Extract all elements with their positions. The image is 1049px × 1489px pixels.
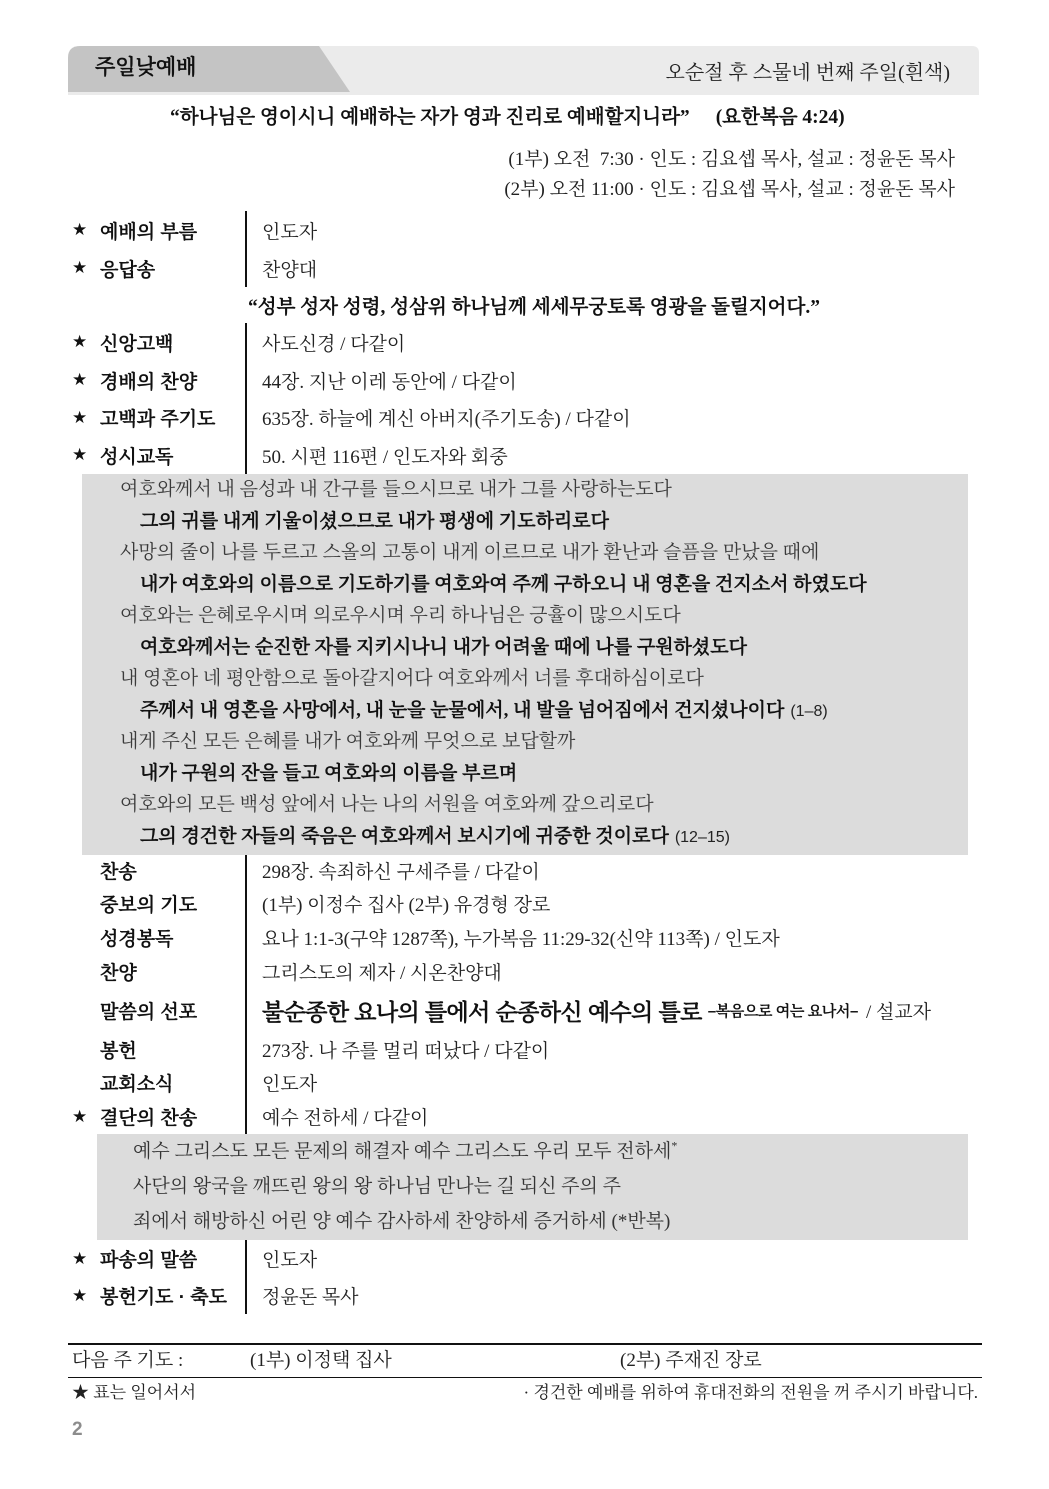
order-item-label-text: 성시교독 [100,446,174,468]
reading-leader-line: 여호와는 은혜로우시며 의로우시며 우리 하나님은 긍휼이 많으시도다 [120,605,681,626]
page-number: 2 [72,1419,83,1440]
standing-note: ★ 표는 일어서서 [72,1383,197,1402]
phone-notice: · 경건한 예배를 위하여 휴대전화의 전원을 꺼 주시기 바랍니다. [523,1383,978,1402]
order-item-sermon [68,988,982,1032]
service-times [504,145,955,205]
sermon-subtitle: –복음으로 여는 요나서– [707,1002,858,1020]
next-week-prayer-first: (1부) 이정택 집사 [250,1350,392,1371]
footer-notes [68,1378,982,1408]
order-item-decision-hymn [68,1099,982,1134]
next-week-prayer-second: (2부) 주재진 장로 [620,1350,762,1371]
reading-leader-line: 사망의 줄이 나를 두르고 스올의 고통이 내게 이르므로 내가 환난과 슬픔을 만났을 때에 [120,542,820,563]
reading-congregation-line [82,821,968,853]
service-title: 주일낮예배 [95,56,197,79]
reading-leader-line: 여호와께서 내 음성과 내 간구를 들으시므로 내가 그를 사랑하는도다 [120,479,672,500]
footer [68,1343,982,1408]
order-item-label-text: 경배의 찬양 [100,371,198,393]
hymn-lyrics-box [97,1134,968,1240]
hymn-lyric-text: 예수 그리스도 모든 문제의 해결자 예수 그리스도 우리 모두 전하세 [133,1141,672,1162]
responsive-reading-box [82,474,968,855]
sermon-preacher: / 설교자 [865,1001,932,1023]
order-item-label-text: 신앙고백 [100,333,174,355]
reading-congregation-text: 그의 경건한 자들의 죽음은 여호와께서 보시기에 귀중한 것이로다 [140,825,669,847]
theme-verse-reference: (요한복음 4:24) [715,107,845,128]
standing-star-icon: ★ [72,1106,88,1127]
order-item-content: 정윤돈 목사 [245,1277,982,1314]
order-item-label [68,1240,245,1277]
order-item-label [68,249,245,287]
standing-star-icon: ★ [72,1248,88,1269]
order-item-hymn [68,855,982,886]
next-week-prayer [68,1345,982,1378]
reading-congregation-line: 그의 귀를 내게 기울이셨으므로 내가 평생에 기도하리로다 [140,510,609,532]
next-week-prayer-label: 다음 주 기도 : [72,1350,184,1371]
reading-congregation-line [82,695,968,727]
order-item-label [68,1099,245,1134]
order-item-content: 인도자 [245,1066,982,1099]
order-item-label-text: 파송의 말씀 [100,1250,198,1271]
order-item-response-song [68,249,982,287]
hymn-lyric-line: 죄에서 해방하신 어린 양 예수 감사하세 찬양하세 증거하세 (*반복) [133,1211,671,1232]
order-item-label: 찬송 [100,862,137,883]
order-item-content: 인도자 [245,1240,982,1277]
order-item-label: 찬양 [100,962,137,984]
reading-leader-line: 여호와의 모든 백성 앞에서 나는 나의 서원을 여호와께 갚으리로다 [120,794,654,815]
order-item-label-text: 결단의 찬송 [100,1108,198,1129]
reading-congregation-text: 주께서 내 영혼을 사망에서, 내 눈을 눈물에서, 내 발을 넘어짐에서 건지셨나이다 [140,699,785,721]
service-first: (1부) 오전 7:30 · 인도 : 김요셉 목사, 설교 : 정윤돈 목사 [508,149,955,170]
order-item-confession-lords-prayer [68,399,982,436]
theme-verse [170,105,845,131]
order-item-label-text: 예배의 부름 [100,221,198,243]
order-item-label: 봉헌 [100,1040,137,1062]
order-item-label [68,399,245,436]
order-item-content: 44장. 지난 이레 동안에 / 다같이 [245,361,982,399]
standing-star-icon: ★ [72,332,88,352]
order-item-label: 교회소식 [100,1074,174,1095]
order-item-content: 예수 전하세 / 다같이 [245,1099,982,1134]
standing-star-icon: ★ [72,1285,88,1306]
doxology-text: “성부 성자 성령, 성삼위 하나님께 세세무궁토록 영광을 돌릴지어다.” [248,297,820,318]
order-item-announcements [68,1066,982,1099]
order-item-content: 요나 1:1-3(구약 1287쪽), 누가복음 11:29-32(신약 113쪽) / 인도자 [245,920,982,954]
order-item-call-to-worship [68,211,982,249]
order-item-label: 말씀의 선포 [100,1001,198,1023]
repeat-mark: * [671,1138,678,1153]
sermon-title: 불순종한 요나의 틀에서 순종하신 예수의 틀로 [262,998,702,1025]
reading-leader-line: 내 영혼아 네 평안함으로 돌아갈지어다 여호와께서 너를 후대하심이로다 [120,668,704,689]
order-item-anthem [68,954,982,988]
order-item-content: 인도자 [245,211,982,249]
order-item-offering [68,1032,982,1066]
standing-star-icon: ★ [72,258,88,278]
order-item-label [68,1277,245,1314]
order-item-label: 성경봉독 [100,928,174,950]
order-item-content [245,988,982,1032]
order-item-content: 298장. 속죄하신 구세주를 / 다같이 [245,855,982,886]
order-item-praise [68,361,982,399]
order-item-content: 찬양대 [245,249,982,287]
standing-star-icon: ★ [72,407,88,428]
order-item-label-text: 고백과 주기도 [100,409,216,430]
order-item-creed [68,323,982,361]
reading-congregation-line: 내가 여호와의 이름으로 기도하기를 여호와여 주께 구하오니 내 영혼을 건지소서 하였도다 [140,573,867,595]
order-item-content: 273장. 나 주를 멀리 떠났다 / 다같이 [245,1032,982,1066]
order-item-label-text: 봉헌기도 · 축도 [100,1287,228,1308]
reading-congregation-line: 내가 구원의 잔을 들고 여호와의 이름을 부르며 [140,762,518,784]
reading-verse-reference: (1–8) [790,702,828,720]
order-item-offering-prayer-benediction [68,1277,982,1314]
order-item-content: 그리스도의 제자 / 시온찬양대 [245,954,982,988]
order-item-sending-word [68,1240,982,1277]
standing-star-icon: ★ [72,220,88,240]
order-item-label: 중보의 기도 [100,894,198,916]
service-second: (2부) 오전 11:00 · 인도 : 김요셉 목사, 설교 : 정윤돈 목사 [504,179,955,200]
order-item-label-text: 응답송 [100,259,156,281]
liturgical-sunday: 오순절 후 스물네 번째 주일(흰색) [665,62,950,84]
order-item-content: 635장. 하늘에 계신 아버지(주기도송) / 다같이 [245,399,982,436]
order-item-label [68,211,245,249]
order-item-responsive-reading [68,436,982,474]
order-item-content: 50. 시편 116편 / 인도자와 회중 [245,436,982,474]
order-item-content: 사도신경 / 다같이 [245,323,982,361]
theme-verse-text: “하나님은 영이시니 예배하는 자가 영과 진리로 예배할지니라” [170,107,690,128]
order-item-label [68,436,245,474]
hymn-lyric-line: 사단의 왕국을 깨뜨린 왕의 왕 하나님 만나는 길 되신 주의 주 [133,1176,621,1197]
hymn-lyric-line [97,1134,968,1169]
reading-verse-reference: (12–15) [674,828,730,846]
order-item-label [68,323,245,361]
standing-star-icon: ★ [72,445,88,465]
order-item-scripture-reading [68,920,982,954]
order-item-content: (1부) 이정수 집사 (2부) 유경형 장로 [245,886,982,920]
standing-star-icon: ★ [72,370,88,390]
reading-leader-line: 내게 주신 모든 은혜를 내가 여호와께 무엇으로 보답할까 [120,731,576,752]
order-item-label [68,361,245,399]
reading-congregation-line: 여호와께서는 순진한 자를 지키시나니 내가 어려울 때에 나를 구원하셨도다 [140,636,747,658]
order-item-intercessory-prayer [68,886,982,920]
order-of-worship [68,211,982,1314]
